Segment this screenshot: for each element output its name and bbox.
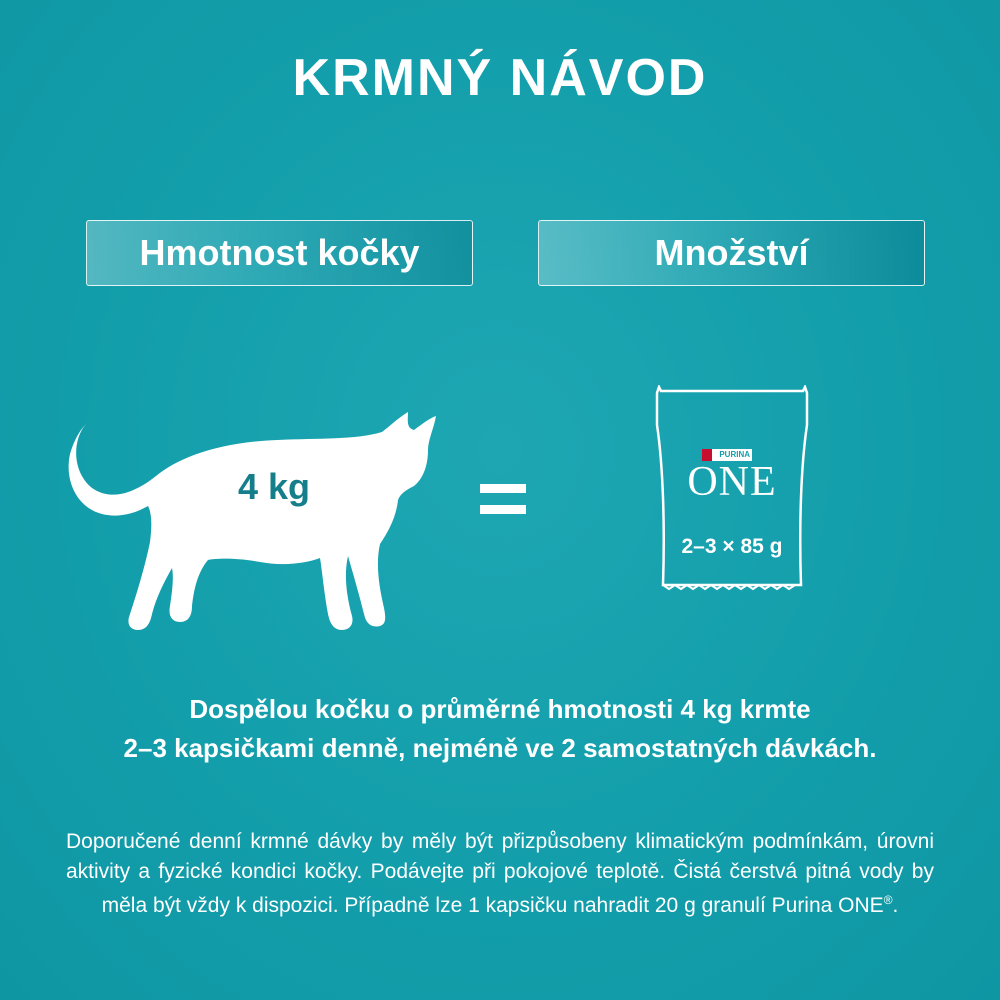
fine-print-end: . xyxy=(892,894,899,917)
page-title: KRMNÝ NÁVOD xyxy=(292,49,708,107)
feeding-instruction xyxy=(40,690,960,768)
brand-logo: ONE xyxy=(687,459,777,505)
feeding-instruction-line2: 2–3 kapsičkami denně, nejméně ve 2 samostatných dávkách. xyxy=(123,733,877,763)
cat-weight-label: 4 kg xyxy=(238,466,311,507)
header-cat-weight xyxy=(86,220,473,286)
equals-icon xyxy=(480,484,526,526)
cat-icon xyxy=(68,410,440,640)
header-amount xyxy=(538,220,925,286)
fine-print-text: Doporučené denní krmné dávky by měly být přizpůsobeny klimatickým podmínkám, úrovni aktivity a fyzické kondici kočky. Podávejte při pokojové teplotě. Čistá čerstvá pitná vody by měla být vždy k dispozici. Případně lze 1 kapsičku nahradit 20 g granulí Purina ONE xyxy=(66,830,934,917)
brand-small: PURINA xyxy=(712,449,752,461)
portion-label: 2–3 × 85 g xyxy=(681,535,783,558)
header-cat-weight-label: Hmotnost kočky xyxy=(139,232,420,273)
trademark-symbol: ® xyxy=(883,893,893,907)
fine-print xyxy=(66,827,934,921)
header-amount-label: Množství xyxy=(654,232,809,273)
feeding-instruction-line1: Dospělou kočku o průměrné hmotnosti 4 kg krmte xyxy=(189,694,811,724)
